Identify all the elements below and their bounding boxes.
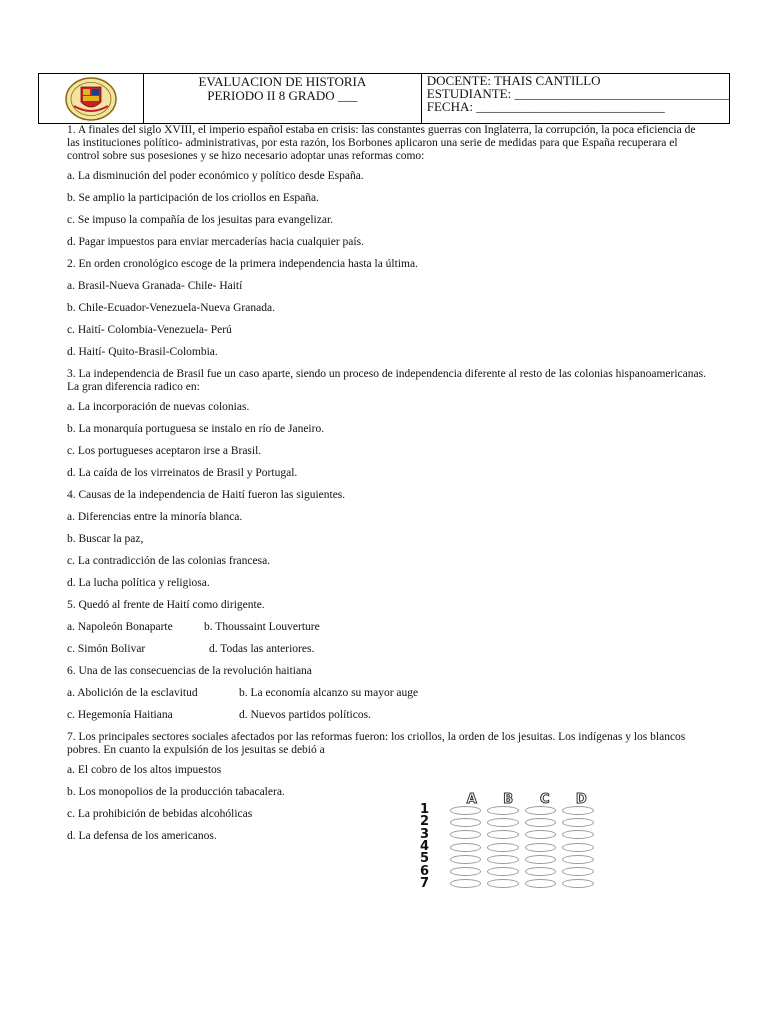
- answer-bubble-4-d[interactable]: [562, 843, 594, 852]
- answer-bubble-3-d[interactable]: [562, 830, 594, 839]
- option-2d: d. Haití- Quito-Brasil-Colombia.: [67, 346, 218, 358]
- student-field[interactable]: ESTUDIANTE: _________________________________: [426, 86, 729, 101]
- answer-bubble-2-a[interactable]: [450, 818, 482, 827]
- answer-row-number: 2: [420, 814, 430, 830]
- school-crest-icon: [64, 76, 118, 122]
- answer-bubble-5-a[interactable]: [450, 855, 482, 864]
- answer-letter-b: B: [503, 792, 515, 807]
- answer-bubble-5-c[interactable]: [525, 855, 557, 864]
- exam-info-cell: [422, 74, 729, 123]
- option-4c: c. La contradicción de las colonias francesa.: [67, 555, 271, 567]
- option-7a: a. El cobro de los altos impuestos: [67, 764, 222, 776]
- option-7b: b. Los monopolios de la producción tabacalera.: [67, 786, 285, 798]
- option-1a: a. La disminución del poder económico y político desde España.: [67, 170, 364, 182]
- answer-bubble-1-a[interactable]: [450, 806, 482, 815]
- answer-bubble-4-c[interactable]: [525, 843, 557, 852]
- answer-bubble-6-a[interactable]: [450, 867, 482, 876]
- answer-bubble-3-c[interactable]: [525, 830, 557, 839]
- option-6a: a. Abolición de la esclavitud: [67, 687, 198, 699]
- answer-bubble-1-c[interactable]: [525, 806, 557, 815]
- answer-bubble-6-b[interactable]: [487, 867, 519, 876]
- option-3a: a. La incorporación de nuevas colonias.: [67, 401, 250, 413]
- exam-period: PERIODO II 8 GRADO ___: [207, 88, 358, 103]
- option-5c: c. Simón Bolivar: [67, 643, 146, 655]
- answer-sheet-header: [454, 792, 600, 807]
- option-5a: a. Napoleón Bonaparte: [67, 621, 173, 633]
- option-4d: d. La lucha política y religiosa.: [67, 577, 210, 589]
- answer-bubble-2-b[interactable]: [487, 818, 519, 827]
- answer-row-number: 3: [420, 826, 430, 842]
- answer-bubble-7-a[interactable]: [450, 879, 482, 888]
- answer-bubble-2-c[interactable]: [525, 818, 557, 827]
- option-row-6cd: [67, 709, 707, 722]
- answer-row: [420, 804, 600, 816]
- option-5b: b. Thoussaint Louverture: [204, 621, 320, 633]
- question-2: 2. En orden cronológico escoge de la primera independencia hasta la última.: [67, 258, 418, 270]
- teacher-label: DOCENTE: THAIS CANTILLO: [426, 73, 601, 88]
- option-1b: b. Se amplio la participación de los criollos en España.: [67, 192, 319, 204]
- answer-row: [420, 865, 600, 877]
- answer-row: [420, 875, 600, 891]
- exam-title: EVALUACION DE HISTORIA: [198, 74, 367, 89]
- option-row-5ab: [67, 621, 707, 634]
- date-field[interactable]: FECHA: _____________________________: [426, 99, 665, 114]
- option-7c: c. La prohibición de bebidas alcohólicas: [67, 808, 253, 820]
- school-crest-cell: [39, 74, 144, 123]
- option-5d: d. Todas las anteriores.: [209, 643, 315, 655]
- answer-row-number: 6: [420, 863, 430, 879]
- answer-bubble-4-b[interactable]: [487, 843, 519, 852]
- question-5: 5. Quedó al frente de Haití como dirigente.: [67, 599, 265, 611]
- answer-bubble-6-c[interactable]: [525, 867, 557, 876]
- answer-bubble-2-d[interactable]: [562, 818, 594, 827]
- answer-row-number: 5: [420, 851, 430, 867]
- option-1d: d. Pagar impuestos para enviar mercaderías hacia cualquier país.: [67, 236, 364, 248]
- answer-row-number: 1: [420, 802, 430, 818]
- answer-row: [420, 853, 600, 865]
- option-1c: c. Se impuso la compañía de los jesuitas para evangelizar.: [67, 214, 334, 226]
- option-2c: c. Haití- Colombia-Venezuela- Perú: [67, 324, 232, 336]
- option-row-5cd: [67, 643, 707, 656]
- option-3d: d. La caída de los virreinatos de Brasil y Portugal.: [67, 467, 298, 479]
- option-3c: c. Los portugueses aceptaron irse a Brasil.: [67, 445, 262, 457]
- option-row-6ab: [67, 687, 707, 700]
- answer-sheet-rows: [420, 804, 600, 890]
- answer-bubble-6-d[interactable]: [562, 867, 594, 876]
- answer-bubble-4-a[interactable]: [450, 843, 482, 852]
- option-6d: d. Nuevos partidos políticos.: [239, 709, 371, 721]
- exam-header: [38, 73, 730, 124]
- question-6: 6. Una de las consecuencias de la revolución haitiana: [67, 665, 312, 677]
- answer-bubble-5-b[interactable]: [487, 855, 519, 864]
- option-7d: d. La defensa de los americanos.: [67, 830, 217, 842]
- answer-sheet: [420, 792, 600, 891]
- answer-letter-c: C: [539, 792, 551, 807]
- option-2a: a. Brasil-Nueva Granada- Chile- Haití: [67, 280, 243, 292]
- question-7: 7. Los principales sectores sociales afectados por las reformas fueron: los criollos, la orden de los jesuitas. Los indígenas y los blancos pobres. En cuanto la expulsión de los jesuitas se debió a: [67, 731, 686, 756]
- question-4: 4. Causas de la independencia de Haití fueron las siguientes.: [67, 489, 346, 501]
- exam-questions: [67, 124, 707, 855]
- answer-letter-d: D: [575, 792, 588, 807]
- question-1: 1. A finales del siglo XVIII, el imperio español estaba en crisis: las constantes guerras con Inglaterra, la corrupción, la poca eficiencia de las instituciones político- administrativas, por esta razón, los Borbones aplicaron una serie de medidas para que España recuperara el control sobre sus posesiones y se hizo necesario adoptar unas reformas como:: [67, 124, 696, 162]
- question-3: 3. La independencia de Brasil fue un caso aparte, siendo un proceso de independencia diferente al resto de las colonias hispanoamericanas. La gran diferencia radico en:: [67, 368, 706, 393]
- answer-row-number: 7: [420, 875, 430, 891]
- answer-row: [420, 816, 600, 828]
- answer-bubble-1-b[interactable]: [487, 806, 519, 815]
- option-6b: b. La economía alcanzo su mayor auge: [239, 687, 419, 699]
- answer-row-number: 4: [420, 839, 430, 855]
- answer-row: [420, 841, 600, 853]
- option-4b: b. Buscar la paz,: [67, 533, 144, 545]
- answer-bubble-7-b[interactable]: [487, 879, 519, 888]
- answer-bubble-3-a[interactable]: [450, 830, 482, 839]
- option-2b: b. Chile-Ecuador-Venezuela-Nueva Granada.: [67, 302, 275, 314]
- answer-bubble-1-d[interactable]: [562, 806, 594, 815]
- option-3b: b. La monarquía portuguesa se instalo en río de Janeiro.: [67, 423, 325, 435]
- answer-bubble-7-c[interactable]: [525, 879, 557, 888]
- answer-bubble-3-b[interactable]: [487, 830, 519, 839]
- answer-letter-a: A: [466, 792, 478, 807]
- answer-row: [420, 826, 600, 842]
- answer-bubble-5-d[interactable]: [562, 855, 594, 864]
- option-6c: c. Hegemonía Haitiana: [67, 709, 173, 721]
- option-4a: a. Diferencias entre la minoría blanca.: [67, 511, 243, 523]
- answer-bubble-7-d[interactable]: [562, 879, 594, 888]
- exam-title-cell: [144, 74, 422, 123]
